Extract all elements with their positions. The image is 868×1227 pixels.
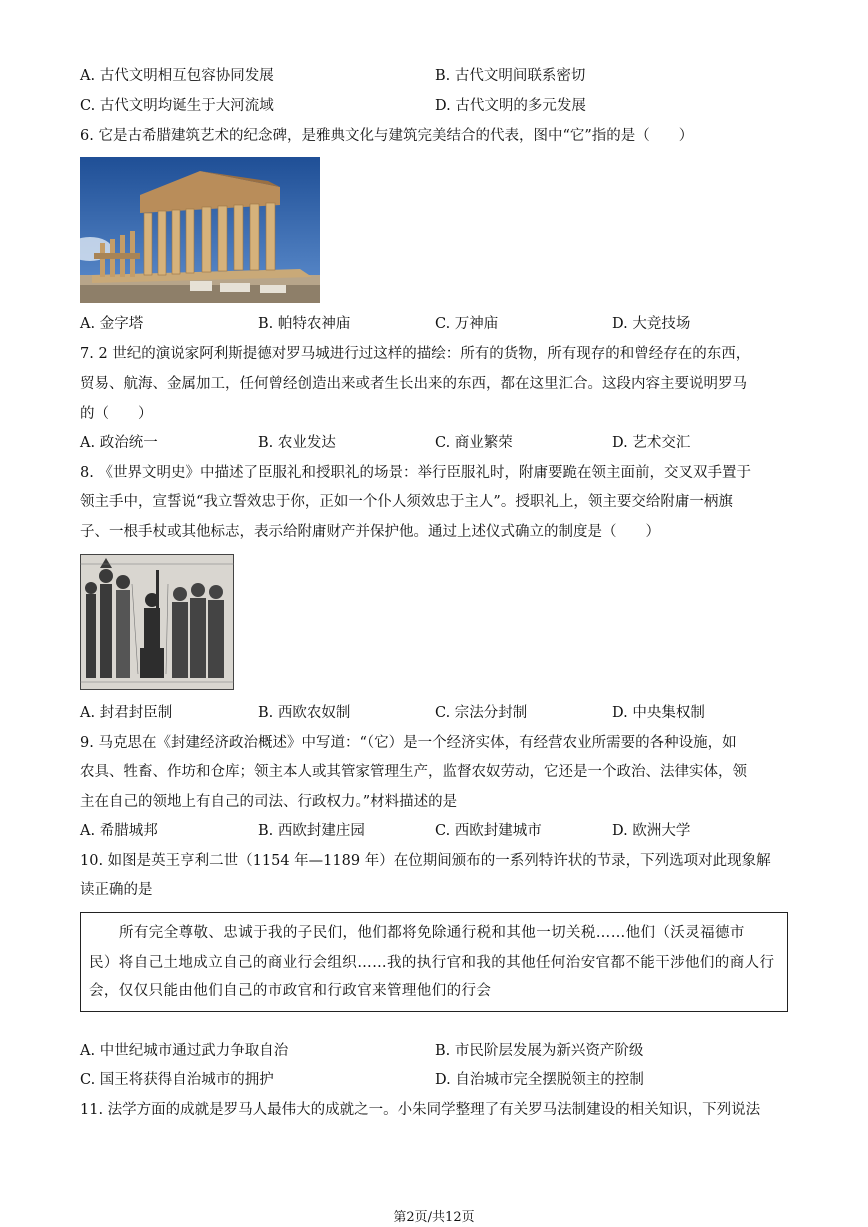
q9-stem-line-1: 9. 马克思在《封建经济政治概述》中写道：“（它）是一个经济实体，有经营农业所需要的各种设施，如 [80,735,737,751]
q5-option-b: B. 古代文明间联系密切 [435,68,586,84]
q8-stem-line-2: 领主手中，宣誓说“我立誓效忠于你，正如一个仆人须效忠于主人”。授职礼上，领主要交给附庸一柄旗 [80,494,733,510]
q8-stem-line-1: 8. 《世界文明史》中描述了臣服礼和授职礼的场景：举行臣服礼时，附庸要跪在领主面前，交叉双手置于 [80,465,751,481]
q6-option-d: D. 大竞技场 [612,316,691,332]
q8-option-b: B. 西欧农奴制 [258,705,351,721]
q7-stem-line-3: 的（ ） [80,406,153,422]
parthenon-photo [80,157,320,303]
q8-stem-line-3: 子、一根手杖或其他标志，表示给附庸财产并保护他。通过上述仪式确立的制度是（ ） [80,524,660,540]
q10-stem-line-2: 读正确的是 [80,882,153,898]
q5-option-a: A. 古代文明相互包容协同发展 [80,68,274,84]
q6-stem: 6. 它是古希腊建筑艺术的纪念碑，是雅典文化与建筑完美结合的代表，图中“它”指的是（ ） [80,128,694,144]
q8-option-d: D. 中央集权制 [612,705,705,721]
q7-option-b: B. 农业发达 [258,435,336,451]
q10-option-d: D. 自治城市完全摆脱领主的控制 [435,1072,644,1088]
q9-stem-line-2: 农具、牲畜、作坊和仓库；领主本人或其管家管理生产，监督农奴劳动，它还是一个政治、法律实体，领 [80,764,747,780]
q9-option-b: B. 西欧封建庄园 [258,823,365,839]
q11-stem: 11. 法学方面的成就是罗马人最伟大的成就之一。小朱同学整理了有关罗马法制建设的相关知识，下列说法 [80,1102,761,1118]
q10-stem-line-1: 10. 如图是英王亨利二世（1154 年—1189 年）在位期间颁布的一系列特许状的节录，下列选项对此现象解 [80,853,771,869]
page-number-footer: 第2页/共12页 [393,1210,475,1225]
charter-excerpt-line-2: 民）将自己土地成立自己的商业行会组织……我的执行官和我的其他任何治安官都不能干涉他们的商人行 [89,955,775,971]
q9-option-a: A. 希腊城邦 [80,823,158,839]
q7-option-c: C. 商业繁荣 [435,435,513,451]
q5-option-c: C. 古代文明均诞生于大河流域 [80,98,274,114]
q7-option-a: A. 政治统一 [80,435,158,451]
q8-option-a: A. 封君封臣制 [80,705,173,721]
q6-option-a: A. 金字塔 [80,316,144,332]
q10-option-c: C. 国王将获得自治城市的拥护 [80,1072,274,1088]
q7-stem-line-2: 贸易、航海、金属加工，任何曾经创造出来或者生长出来的东西，都在这里汇合。这段内容主要说明罗马 [80,376,747,392]
q6-option-c: C. 万神庙 [435,316,499,332]
q9-stem-line-3: 主在自己的领地上有自己的司法、行政权力。”材料描述的是 [80,794,458,810]
q6-option-b: B. 帕特农神庙 [258,316,351,332]
q8-option-c: C. 宗法分封制 [435,705,528,721]
charter-excerpt-line-1: 所有完全尊敬、忠诚于我的子民们，他们都将免除通行税和其他一切关税……他们（沃灵福德市 [119,925,745,941]
q10-option-b: B. 市民阶层发展为新兴资产阶级 [435,1043,644,1059]
q10-option-a: A. 中世纪城市通过武力争取自治 [80,1043,289,1059]
charter-excerpt-line-3: 会，仅仅只能由他们自己的市政官和行政官来管理他们的行会 [89,983,492,999]
q7-stem-line-1: 7. 2 世纪的演说家阿利斯提德对罗马城进行过这样的描绘：所有的货物，所有现存的和曾经存在的东西， [80,346,751,362]
homage-ceremony-illustration [80,554,234,690]
q5-option-d: D. 古代文明的多元发展 [435,98,586,114]
q7-option-d: D. 艺术交汇 [612,435,691,451]
q9-option-d: D. 欧洲大学 [612,823,691,839]
q9-option-c: C. 西欧封建城市 [435,823,542,839]
charter-excerpt-box [80,912,788,1012]
